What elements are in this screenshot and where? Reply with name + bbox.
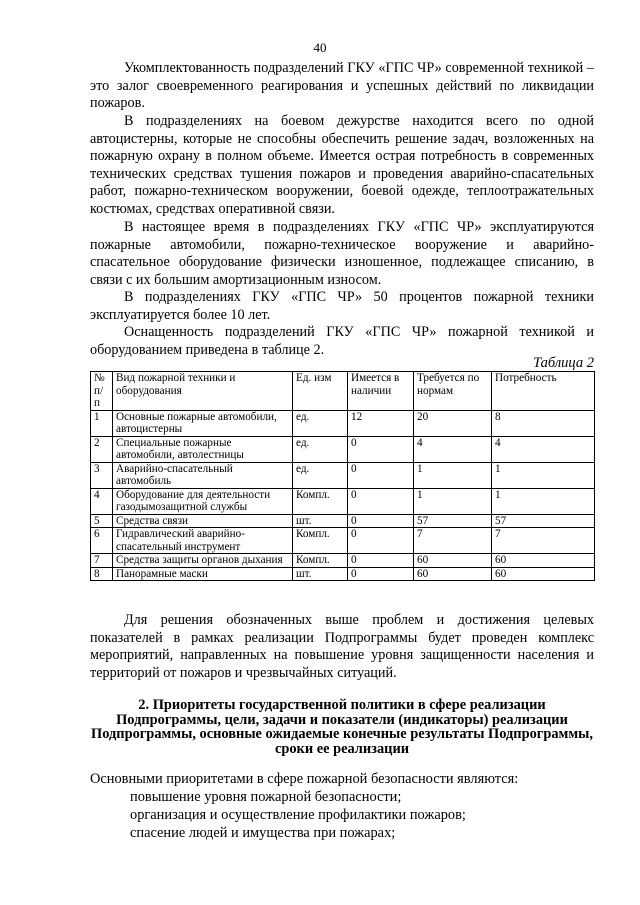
paragraph-3: В настоящее время в подразделениях ГКУ «ГПС ЧР» эксплуатируются пожарные автомобили, пожарно-техническое вооружение и аварийно-спасательное оборудование физически изношенное, подлежащее списанию, в связи с их большим амортизационным износом.	[90, 219, 594, 288]
table-cell: 0	[348, 567, 414, 581]
table-cell: 7	[492, 528, 595, 554]
table-cell: 60	[492, 567, 595, 581]
header-cell: Вид пожарной техники и оборудования	[113, 372, 293, 411]
table-row	[91, 567, 595, 581]
table-cell: 8	[91, 567, 113, 581]
paragraph-5: Оснащенность подразделений ГКУ «ГПС ЧР» пожарной техникой и оборудованием приведена в таблице 2.	[90, 324, 594, 358]
table-row	[91, 436, 595, 462]
table-cell: ед.	[293, 410, 348, 436]
table-row	[91, 488, 595, 514]
table-cell: 1	[414, 488, 492, 514]
table-row	[91, 410, 595, 436]
header-cell: Имеется в наличии	[348, 372, 414, 411]
table-cell: Компл.	[293, 554, 348, 568]
table-row	[91, 554, 595, 568]
table-cell: 60	[414, 554, 492, 568]
paragraph-after-table: Для решения обозначенных выше проблем и достижения целевых показателей в рамках реализации Подпрограммы будет проведен комплекс мероприятий, направленных на повышение уровня защищенности населения и территорий от пожаров и чрезвычайных ситуаций.	[90, 612, 594, 681]
equipment-table	[90, 371, 595, 581]
table-header-row	[91, 372, 595, 411]
table-cell: Аварийно-спасательный автомобиль	[113, 462, 293, 488]
table-cell: Средства защиты органов дыхания	[113, 554, 293, 568]
table-cell: 0	[348, 554, 414, 568]
header-cell: Ед. изм	[293, 372, 348, 411]
table-cell: 60	[414, 567, 492, 581]
paragraph-1: Укомплектованность подразделений ГКУ «ГПС ЧР» современной техникой – это залог своевременного реагирования и успешных действий по ликвидации пожаров.	[90, 60, 594, 112]
header-cell: № п/п	[91, 372, 113, 411]
table-row	[91, 528, 595, 554]
table-cell: Средства связи	[113, 514, 293, 528]
header-cell: Требуется по нормам	[414, 372, 492, 411]
table-cell: Компл.	[293, 528, 348, 554]
table-cell: Специальные пожарные автомобили, автолестницы	[113, 436, 293, 462]
table-cell: Основные пожарные автомобили, автоцистерны	[113, 410, 293, 436]
page-number: 40	[313, 40, 327, 55]
table-cell: шт.	[293, 567, 348, 581]
table-cell: 7	[91, 554, 113, 568]
priority-item: повышение уровня пожарной безопасности;	[130, 789, 402, 805]
table-cell: 1	[492, 462, 595, 488]
table-cell: 3	[91, 462, 113, 488]
table-row	[91, 514, 595, 528]
table-cell: 0	[348, 528, 414, 554]
table-cell: 6	[91, 528, 113, 554]
table-cell: 1	[492, 488, 595, 514]
table-cell: Панорамные маски	[113, 567, 293, 581]
table-cell: 0	[348, 462, 414, 488]
table-cell: 4	[414, 436, 492, 462]
priorities-intro: Основными приоритетами в сфере пожарной безопасности являются:	[90, 771, 519, 787]
table-cell: 4	[492, 436, 595, 462]
table-cell: 4	[91, 488, 113, 514]
table-cell: 0	[348, 436, 414, 462]
table-row	[91, 462, 595, 488]
table-cell: 57	[492, 514, 595, 528]
table-cell: 0	[348, 514, 414, 528]
table-cell: Гидравлический аварийно-спасательный инструмент	[113, 528, 293, 554]
table-cell: 2	[91, 436, 113, 462]
table-cell: ед.	[293, 436, 348, 462]
table-cell: Компл.	[293, 488, 348, 514]
table-cell: 1	[91, 410, 113, 436]
table-cell: Оборудование для деятельности газодымозащитной службы	[113, 488, 293, 514]
priority-item: спасение людей и имущества при пожарах;	[130, 825, 396, 841]
table-cell: 5	[91, 514, 113, 528]
table-cell: 0	[348, 488, 414, 514]
table-cell: 12	[348, 410, 414, 436]
table-cell: 57	[414, 514, 492, 528]
paragraph-4: В подразделениях ГКУ «ГПС ЧР» 50 процентов пожарной техники эксплуатируется более 10 лет.	[90, 289, 594, 323]
section-heading: 2. Приоритеты государственной политики в сфере реализации Подпрограммы, цели, задачи и показатели (индикаторы) реализации Подпрограммы, основные ожидаемые конечные результаты Подпрограммы, сроки ее реализации	[91, 697, 593, 757]
header-cell: Потребность	[492, 372, 595, 411]
priority-item: организация и осуществление профилактики пожаров;	[130, 807, 466, 823]
table-cell: 8	[492, 410, 595, 436]
table-cell: 7	[414, 528, 492, 554]
table-caption: Таблица 2	[533, 355, 594, 371]
table-cell: 60	[492, 554, 595, 568]
paragraph-2: В подразделениях на боевом дежурстве находится всего по одной автоцистерны, которые не способны обеспечить решение задач, возложенных на пожарную охрану в полном объеме. Имеется острая потребность в современных технических средствах тушения пожаров и проведения аварийно-спасательных работ, пожарно-техническом вооружении, боевой одежде, теплоотражательных костюмах, средствах оперативной связи.	[90, 113, 594, 217]
table-cell: 1	[414, 462, 492, 488]
table-cell: ед.	[293, 462, 348, 488]
table-cell: шт.	[293, 514, 348, 528]
table-cell: 20	[414, 410, 492, 436]
